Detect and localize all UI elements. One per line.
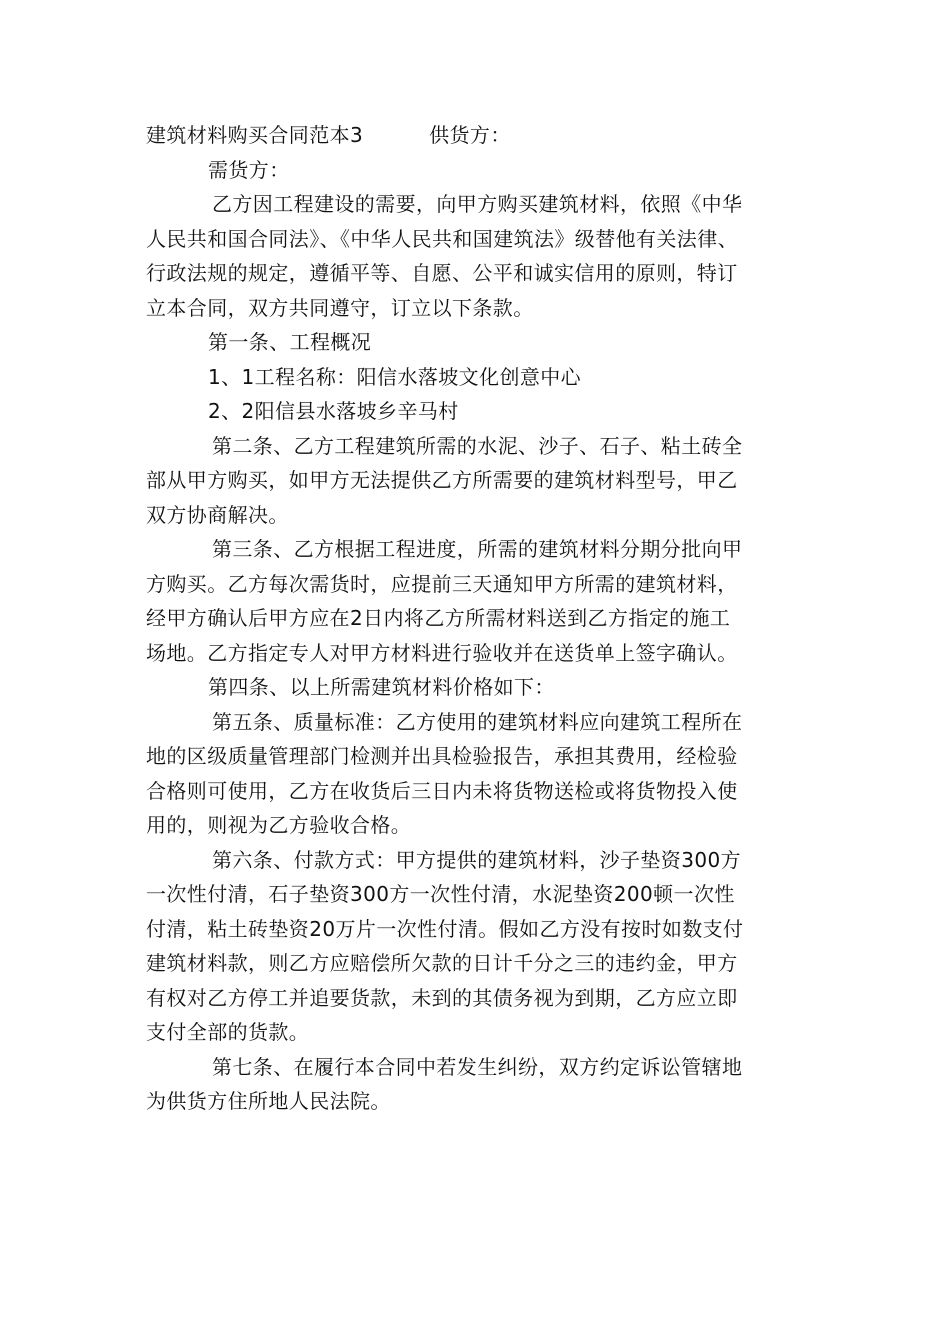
- paragraph-line: 乙方因工程建设的需要，向甲方购买建筑材料，依照《中华: [212, 192, 743, 216]
- paragraph-line: 有权对乙方停工并追要货款，未到的其债务视为到期，乙方应立即: [146, 985, 738, 1010]
- paragraph-line: 建筑材料款，则乙方应赔偿所欠款的日计千分之三的违约金，甲方: [146, 951, 738, 975]
- paragraph-line: 部从甲方购买，如甲方无法提供乙方所需要的建筑材料型号，甲乙: [146, 468, 738, 492]
- title-line: [146, 118, 816, 153]
- paragraph-line: 用的，则视为乙方验收合格。: [146, 813, 412, 837]
- paragraph-line: 第三条、乙方根据工程进度，所需的建筑材料分期分批向甲: [212, 537, 743, 561]
- article2-paragraph: [146, 429, 816, 533]
- paragraph-line: 立本合同，双方共同遵守，订立以下条款。: [146, 295, 534, 320]
- paragraph-line: 人民共和国合同法》、《中华人民共和国建筑法》级替他有关法律、: [146, 226, 738, 251]
- paragraph-line: 一次性付清，石子垫资300方一次性付清，水泥垫资200顿一次性: [146, 882, 735, 906]
- paragraph-line: 第二条、乙方工程建筑所需的水泥、沙子、石子、粘土砖全: [212, 433, 743, 458]
- article3-paragraph: [146, 532, 816, 670]
- paragraph-line: 支付全部的货款。: [146, 1020, 310, 1044]
- article1-heading: 第一条、工程概况: [208, 330, 372, 354]
- article6-paragraph: [146, 843, 816, 1050]
- paragraph-line: 第七条、在履行本合同中若发生纠纷，双方约定诉讼管辖地: [212, 1054, 743, 1079]
- document-title: 建筑材料购买合同范本3: [146, 123, 364, 147]
- intro-paragraph: [146, 187, 816, 325]
- paragraph-line: 场地。乙方指定专人对甲方材料进行验收并在送货单上签字确认。: [146, 640, 738, 665]
- article4-paragraph: 第四条、以上所需建筑材料价格如下：: [208, 675, 555, 699]
- paragraph-line: 行政法规的规定，遵循平等、自愿、公平和诚实信用的原则，特订: [146, 261, 738, 285]
- paragraph-line: 合格则可使用，乙方在收货后三日内未将货物送检或将货物投入使: [146, 778, 738, 803]
- paragraph-line: 付清，粘土砖垫资20万片一次性付清。假如乙方没有按时如数支付: [146, 916, 744, 941]
- paragraph-line: 地的区级质量管理部门检测并出具检验报告，承担其费用，经检验: [146, 744, 738, 768]
- paragraph-line: 第六条、付款方式：甲方提供的建筑材料，沙子垫资300方: [212, 847, 741, 872]
- paragraph-line: 双方协商解决。: [146, 502, 289, 527]
- buyer-label: 需货方：: [208, 157, 290, 182]
- paragraph-line: 方购买。乙方每次需货时，应提前三天通知甲方所需的建筑材料，: [146, 571, 738, 596]
- paragraph-line: 第五条、质量标准：乙方使用的建筑材料应向建筑工程所在: [212, 709, 743, 734]
- paragraph-line: 经甲方确认后甲方应在2日内将乙方所需材料送到乙方指定的施工: [146, 606, 731, 630]
- paragraph-line: 为供货方住所地人民法院。: [146, 1089, 391, 1113]
- contract-body: [146, 118, 816, 1119]
- article1-item2: 2、2阳信县水落坡乡辛马村: [208, 399, 459, 423]
- article5-paragraph: [146, 705, 816, 843]
- article1-item1: 1、1工程名称：阳信水落坡文化创意中心: [208, 364, 582, 389]
- article7-paragraph: [146, 1050, 816, 1119]
- supplier-label: 供货方：: [429, 123, 511, 147]
